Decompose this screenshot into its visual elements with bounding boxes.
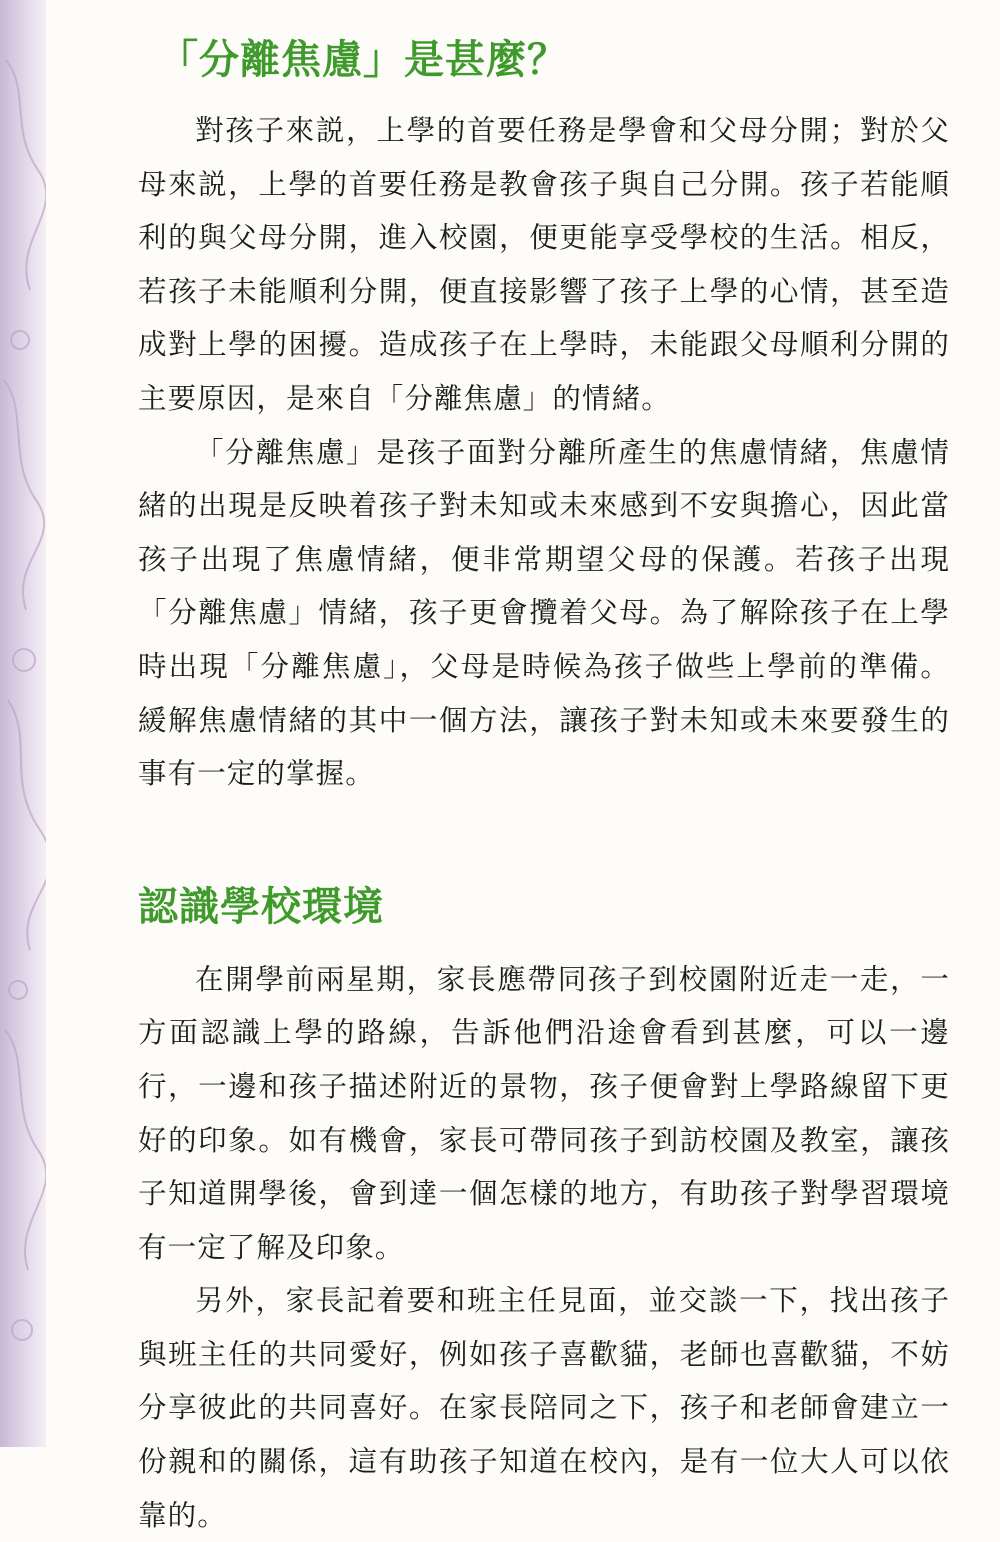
- paragraph: 另外，家長記着要和班主任見面，並交談一下，找出孩子與班主任的共同愛好，例如孩子喜歡貓，老師也喜歡貓，不妨分享彼此的共同喜好。在家長陪同之下，孩子和老師會建立一份親和的關係，這有助孩子知道在校內，是有一位大人可以依靠的。: [138, 1284, 950, 1532]
- section-school-environment: [138, 877, 950, 1542]
- section-separation-anxiety: [138, 30, 950, 801]
- article-content: [138, 30, 950, 1542]
- section-title-school-environment: 認識學校環境: [138, 883, 384, 930]
- section-title-separation-anxiety: 「分離焦慮」是甚麼？: [158, 37, 568, 83]
- page-binding-decoration: [0, 0, 46, 1447]
- paragraph: 對孩子來説，上學的首要任務是學會和父母分開；對於父母來説，上學的首要任務是教會孩子與自己分開。孩子若能順利的與父母分開，進入校園，便更能享受學校的生活。相反，若孩子未能順利分開，便直接影響了孩子上學的心情，甚至造成對上學的困擾。造成孩子在上學時，未能跟父母順利分開的主要原因，是來自「分離焦慮」的情緒。: [138, 114, 950, 415]
- decorative-pattern: [0, 0, 46, 1447]
- paragraph: 「分離焦慮」是孩子面對分離所產生的焦慮情緒，焦慮情緒的出現是反映着孩子對未知或未來感到不安與擔心，因此當孩子出現了焦慮情緒，便非常期望父母的保護。若孩子出現「分離焦慮」情緒，孩子更會攬着父母。為了解除孩子在上學時出現「分離焦慮」，父母是時候為孩子做些上學前的準備。緩解焦慮情緒的其中一個方法，讓孩子對未知或未來要發生的事有一定的掌握。: [138, 435, 950, 791]
- paragraph: 在開學前兩星期，家長應帶同孩子到校園附近走一走，一方面認識上學的路線，告訴他們沿途會看到甚麼，可以一邊行，一邊和孩子描述附近的景物，孩子便會對上學路線留下更好的印象。如有機會，家長可帶同孩子到訪校園及教室，讓孩子知道開學後，會到達一個怎樣的地方，有助孩子對學習環境有一定了解及印象。: [138, 962, 950, 1264]
